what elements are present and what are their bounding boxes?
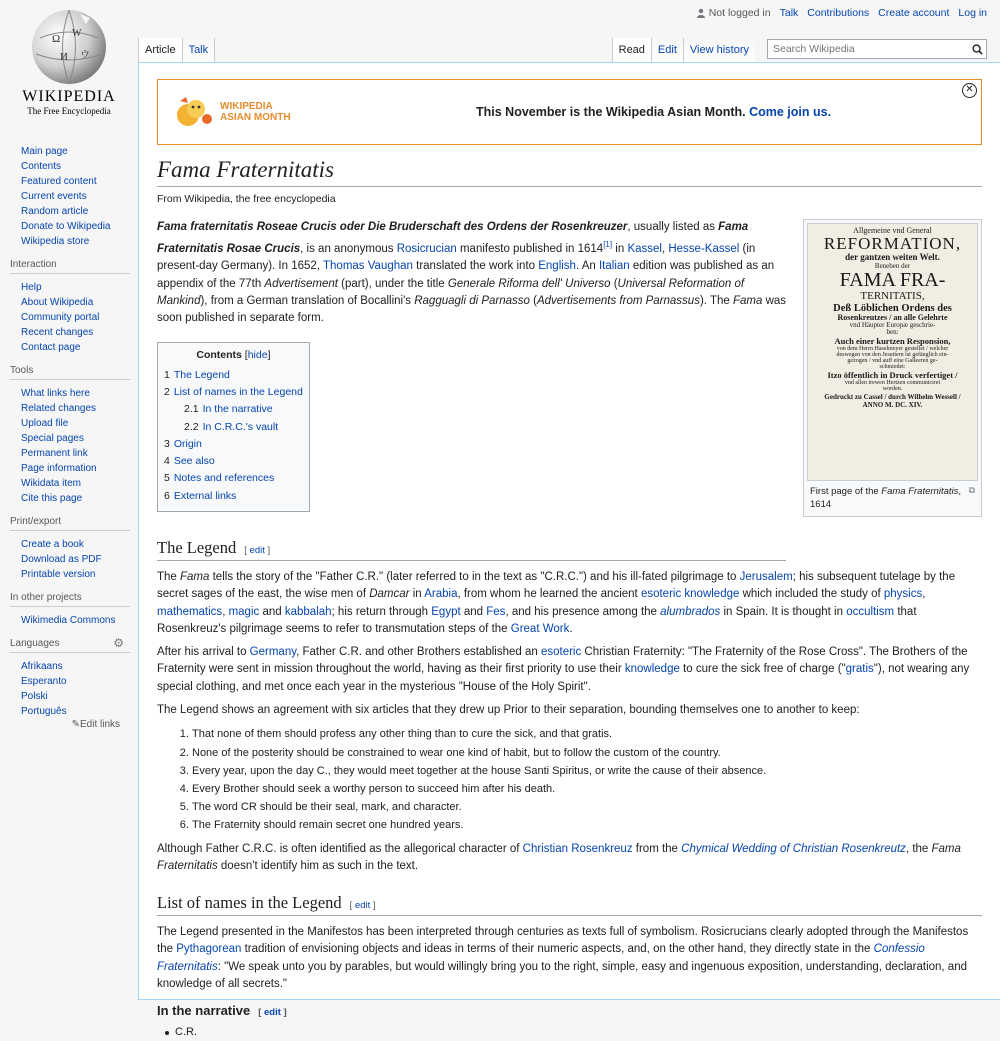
toc-item[interactable] <box>164 401 303 418</box>
text: After his arrival to <box>157 646 250 659</box>
section-edit: [ edit ] <box>258 1007 287 1019</box>
italic-text: Fama Fraternitatis <box>157 842 961 872</box>
toc-item[interactable] <box>164 384 303 401</box>
list-item: C.R. <box>173 1024 982 1041</box>
tab-talk[interactable]: Talk <box>182 38 216 62</box>
contributions-link[interactable]: Contributions <box>807 7 870 19</box>
text: and <box>259 605 285 618</box>
toc-hide: [hide] <box>244 348 271 361</box>
sidebar-item-recent-changes[interactable]: Recent changes <box>21 327 94 338</box>
text: (in present-day Germany). In 1652, <box>157 243 756 273</box>
bold-title: Fama Fraternitatis Rosae Crucis <box>157 221 749 256</box>
link-esoteric[interactable]: esoteric <box>540 646 582 659</box>
italic-text: Generale Riforma dell' Universo <box>447 277 611 290</box>
text: , <box>222 605 229 618</box>
text: (part), under the title <box>337 277 448 290</box>
sidebar <box>0 140 138 740</box>
text: : "We speak unto you by parables, but would willingly bring you to the right, simple, easy and ingenuous exposition, understanding, declaration, and knowledge of all secrets." <box>157 960 967 991</box>
projects-portal <box>0 592 138 628</box>
link-christian-rosenkreuz[interactable]: Christian Rosenkreuz <box>522 842 633 855</box>
link-rosicrucian[interactable]: Rosicrucian <box>396 243 457 256</box>
sidebar-item-lang-portugues[interactable]: Português <box>21 706 67 717</box>
link-physics[interactable]: physics <box>883 588 923 601</box>
sidebar-item-related-changes[interactable]: Related changes <box>21 403 97 414</box>
paragraph <box>157 841 982 876</box>
link-occultism[interactable]: occultism <box>846 605 895 618</box>
close-icon[interactable]: ✕ <box>962 83 977 98</box>
asian-month-logo[interactable] <box>176 95 476 129</box>
toc-item[interactable] <box>164 453 303 470</box>
tagline: The Free Encyclopedia <box>27 106 111 116</box>
toc-number: 1 <box>164 368 170 381</box>
print-portal <box>0 516 138 582</box>
languages-heading <box>10 638 130 653</box>
title-page-line: deswegen von den Jesuitern ist gefänglich ein- <box>836 351 949 358</box>
sidebar-item-wikimedia-commons[interactable]: Wikimedia Commons <box>21 615 116 626</box>
sidebar-item-community-portal[interactable]: Community portal <box>21 312 100 323</box>
toc-item[interactable] <box>164 419 303 436</box>
title-page-image[interactable] <box>807 223 978 481</box>
toc-hide-link[interactable]: hide <box>247 348 268 361</box>
text: , is an anonymous <box>300 243 397 256</box>
link-mathematics[interactable]: mathematics <box>157 605 223 618</box>
tools-heading: Tools <box>10 365 130 380</box>
link-knowledge[interactable]: knowledge <box>624 663 680 676</box>
content <box>138 62 1000 1039</box>
log-in-link[interactable]: Log in <box>958 7 987 19</box>
section-edit: [ edit ] <box>349 900 376 912</box>
svg-text:W: W <box>72 28 82 39</box>
thumbnail-caption <box>807 481 978 513</box>
languages-heading-label: Languages <box>10 638 60 649</box>
toc-link[interactable]: List of names in the Legend <box>173 385 303 398</box>
sidebar-item-store[interactable]: Wikipedia store <box>21 236 90 247</box>
list-item: 1. That none of them should profess any other thing than to cure the sick, and that gratis. <box>192 725 982 743</box>
central-notice-banner <box>157 79 982 145</box>
link-kabbalah[interactable]: kabbalah <box>284 605 332 618</box>
heading-list-of-names <box>157 893 982 916</box>
sidebar-item-lang-polski[interactable]: Polski <box>21 691 48 702</box>
text: in Spain. It is thought in <box>720 605 847 618</box>
link-chymical-wedding[interactable]: Chymical Wedding of Christian Rosenkreutz <box>681 842 906 855</box>
toc-link[interactable]: External links <box>173 489 237 502</box>
title-page-line: Beneben der <box>874 261 911 270</box>
search-box <box>767 39 987 59</box>
talk-link[interactable]: Talk <box>779 7 799 19</box>
italic-text: Ragguagli di Parnasso <box>414 295 530 308</box>
title-page-line: Allgemeine vnd General <box>853 226 932 235</box>
table-of-contents <box>157 342 310 512</box>
banner-join-link[interactable]: Come join us. <box>749 105 832 119</box>
edit-links[interactable] <box>21 719 130 730</box>
banner-message <box>476 105 981 119</box>
sidebar-item-download-pdf[interactable]: Download as PDF <box>21 554 102 565</box>
text: edition was published as an appendix of the 77th <box>157 260 775 290</box>
languages-portal <box>0 638 138 730</box>
toc-item[interactable] <box>164 367 303 384</box>
gear-icon[interactable]: ⚙ <box>113 636 124 650</box>
title-page-line: ben: <box>886 328 899 337</box>
text: was soon published in separate form. <box>157 295 787 325</box>
italic-text: Advertisements from Parnassus <box>536 295 700 308</box>
not-logged-in: Not logged in <box>696 7 771 19</box>
italic-text: Fama <box>180 570 210 583</box>
sidebar-item-random-article[interactable]: Random article <box>21 206 89 217</box>
text: ( <box>610 277 618 290</box>
text: , <box>661 243 669 256</box>
text: ( <box>529 295 537 308</box>
text: ; his return through <box>331 605 432 618</box>
sidebar-item-main-page[interactable]: Main page <box>21 146 68 157</box>
heading-label: List of names in the Legend <box>157 893 342 913</box>
section-edit-link[interactable]: edit <box>249 544 265 556</box>
text: ). The <box>699 295 733 308</box>
sidebar-item-current-events[interactable]: Current events <box>21 191 87 202</box>
wikipedia-logo[interactable] <box>10 8 128 126</box>
list-item: 2. None of the posterity should be constrained to wear one kind of habit, but to follow the custom of the country. <box>192 744 982 762</box>
svg-text:ウ: ウ <box>80 50 90 61</box>
text: tells the story of the "Father C.R." (later referred to in the text as "C.R.C.") and his ill-fated pilgrimage to <box>209 570 740 583</box>
title-page-line: von dem Herrn Haselmeyer gestellet / welcher <box>836 345 949 352</box>
link-gratis[interactable]: gratis <box>845 663 874 676</box>
tab-read[interactable]: Read <box>612 38 651 62</box>
title-page-line: worden. <box>882 385 903 392</box>
paragraph <box>157 924 982 993</box>
bold-title: Fama fraternitatis Roseae Crucis oder Die Bruderschaft des Ordens der Rosenkreuzer <box>157 221 628 233</box>
title-page-line: Itzo öffentlich in Druck verfertiget / <box>827 369 958 380</box>
wordmark: WIKIPEDIA <box>22 88 116 105</box>
text: in <box>612 243 628 256</box>
section-edit: [ edit ] <box>244 544 271 556</box>
sidebar-item-contents[interactable]: Contents <box>21 161 62 172</box>
text: ), from a German translation of Bocallini's <box>200 295 415 308</box>
interaction-heading: Interaction <box>10 259 130 274</box>
section-edit-link[interactable]: edit <box>264 1007 281 1019</box>
caption-post: , 1614 <box>810 486 962 510</box>
caption-title: Fama Fraternitatis <box>881 486 959 497</box>
link-esoteric-knowledge[interactable]: esoteric knowledge <box>640 588 740 601</box>
italic-text: Universal Reformation of Mankind <box>157 277 745 308</box>
heading-in-the-narrative <box>157 1003 982 1018</box>
heading-label: In the narrative <box>157 1003 251 1019</box>
toc-link[interactable]: In C.R.C.'s vault <box>202 420 279 433</box>
list-item: 4. Every Brother should seek a worthy person to succeed him after his death. <box>192 780 982 798</box>
sidebar-item-contact-page[interactable]: Contact page <box>21 342 81 353</box>
tab-view-history[interactable]: View history <box>683 38 755 62</box>
svg-text:И: И <box>60 51 68 63</box>
thumbnail <box>803 219 982 517</box>
toc-link[interactable]: See also <box>173 455 215 468</box>
heading-label: The Legend <box>157 537 237 557</box>
title-page-line: schmiedet: <box>879 364 906 371</box>
site-sub: From Wikipedia, the free encyclopedia <box>157 193 336 205</box>
view-tabs <box>612 38 755 62</box>
title-page-line: Rosenkreutzes / an alle Gelehrte <box>837 312 948 322</box>
sidebar-item-lang-afrikaans[interactable]: Afrikaans <box>21 661 63 672</box>
sidebar-item-help[interactable]: Help <box>21 282 42 293</box>
namespace-tabs <box>138 38 215 62</box>
text: ; his subsequent tutelage by the secret sages of the east, the wise men of <box>157 570 956 601</box>
link-italian[interactable]: Italian <box>598 260 630 273</box>
toc-link[interactable]: Notes and references <box>173 472 275 485</box>
search-button[interactable] <box>968 44 986 55</box>
text: , and his presence among the <box>505 605 661 618</box>
link-kassel[interactable]: Kassel <box>627 243 662 256</box>
title-page-line: vnd allen trewen Hertzen communiciret <box>844 379 941 386</box>
edit-links-label: Edit links <box>79 719 120 730</box>
link-alumbrados[interactable]: alumbrados <box>660 605 721 618</box>
link-pythagorean[interactable]: Pythagorean <box>176 943 242 956</box>
toc-item[interactable] <box>164 488 303 505</box>
link-fes[interactable]: Fes <box>486 605 506 618</box>
title-page-line: vnd Häupter Europæ geschrie- <box>849 320 936 329</box>
section-edit-link[interactable]: edit <box>354 900 371 912</box>
title-page-line: Deß Löblichen Ordens des <box>833 302 952 314</box>
projects-heading: In other projects <box>10 592 130 607</box>
search-icon <box>972 44 983 55</box>
title-page-line: ANNO M. DC. XIV. <box>862 400 923 409</box>
page-title: Fama Fraternitatis <box>157 157 982 187</box>
print-heading: Print/export <box>10 516 130 531</box>
puzzle-globe-icon <box>30 8 108 86</box>
text: translated the work into <box>412 260 539 273</box>
heading-the-legend <box>157 538 786 561</box>
paragraph <box>157 644 982 696</box>
text: The <box>157 570 181 583</box>
title-page-line: der gantzen weiten Welt. <box>845 252 940 263</box>
paragraph <box>157 569 982 638</box>
text: , from whom he learned the ancient <box>457 588 641 601</box>
narrative-names-list <box>157 1024 982 1041</box>
text: , the <box>905 842 932 855</box>
link-great-work[interactable]: Great Work <box>510 622 570 635</box>
asian-month-logo-line2: ASIAN MONTH <box>220 112 291 123</box>
text: that Rosenkreuz's pilgrimage seems to refer to transmutation steps of the <box>157 605 917 635</box>
toc-title <box>164 349 303 361</box>
toc-link[interactable]: Origin <box>173 437 202 450</box>
user-icon <box>696 8 706 18</box>
tab-article[interactable]: Article <box>138 38 182 62</box>
enlarge-icon[interactable]: ⧉ <box>968 485 975 495</box>
navigation-portal <box>0 144 138 249</box>
text: to cure the sick free of charge (" <box>679 663 846 676</box>
title-page-line: Gedruckt zu Cassel / durch Wilhelm Wessell / <box>824 393 961 402</box>
title-page-line: gezogen / vnd auff eine Galleeren ge- <box>847 358 938 365</box>
asian-month-mascot-icon <box>176 95 216 129</box>
toc-number: 6 <box>164 489 170 502</box>
interaction-portal <box>0 259 138 355</box>
tab-edit[interactable]: Edit <box>651 38 683 62</box>
sidebar-item-create-book[interactable]: Create a book <box>21 539 84 550</box>
sidebar-item-upload-file[interactable]: Upload file <box>21 418 69 429</box>
toc-item[interactable] <box>164 470 303 487</box>
sidebar-item-permanent-link[interactable]: Permanent link <box>21 448 88 459</box>
text: in <box>409 588 425 601</box>
link-germany[interactable]: Germany <box>249 646 297 659</box>
list-item: 3. Every year, upon the day C., they would meet together at the house Santi Spiritus, or write the cause of their absence. <box>192 762 982 780</box>
toc-number: 2 <box>164 385 170 398</box>
sidebar-item-about[interactable]: About Wikipedia <box>21 297 94 308</box>
link-thomas-vaughan[interactable]: Thomas Vaughan <box>323 260 413 273</box>
link-magic[interactable]: magic <box>228 605 260 618</box>
text: Although Father C.R.C. is often identified as the allegorical character of <box>157 842 523 855</box>
italic-text: Fama <box>732 295 763 308</box>
link-arabia[interactable]: Arabia <box>424 588 458 601</box>
tools-portal <box>0 365 138 506</box>
sidebar-item-wikidata-item[interactable]: Wikidata item <box>21 478 82 489</box>
sidebar-item-printable-version[interactable]: Printable version <box>21 569 96 580</box>
link-english[interactable]: English <box>538 260 576 273</box>
toc-item[interactable] <box>164 436 303 453</box>
title-page-line: REFORMATION, <box>823 234 962 254</box>
link-hesse-kassel[interactable]: Hesse-Kassel <box>668 243 740 256</box>
paragraph: The Legend shows an agreement with six articles that they drew up Prior to their separation, bounding themselves one to another to keep: <box>157 704 860 717</box>
text: , <box>922 588 926 601</box>
sidebar-item-lang-esperanto[interactable]: Esperanto <box>21 676 67 687</box>
sidebar-item-special-pages[interactable]: Special pages <box>21 433 84 444</box>
sidebar-item-donate[interactable]: Donate to Wikipedia <box>21 221 111 232</box>
pencil-icon: ✎ <box>71 719 80 730</box>
title-page-line: FAMA FRA- <box>839 269 946 292</box>
asian-month-logo-line1: WIKIPEDIA <box>220 101 273 112</box>
reference-link[interactable]: [1] <box>603 240 613 250</box>
italic-text: Damcar <box>369 588 410 601</box>
list-item: 6. The Fraternity should remain secret one hundred years. <box>192 816 982 834</box>
link-egypt[interactable]: Egypt <box>431 605 461 618</box>
caption-pre: First page of the <box>810 486 882 497</box>
svg-text:Ω: Ω <box>52 33 61 45</box>
toc-number: 3 <box>164 437 170 450</box>
text: manifesto published in 1614 <box>456 243 604 256</box>
toc-number: 2.2 <box>184 420 199 433</box>
create-account-link[interactable]: Create account <box>878 7 950 19</box>
text: doesn't identify him as such in the text. <box>217 859 419 872</box>
text: from the <box>632 842 682 855</box>
text: . An <box>575 260 599 273</box>
text: "), not wearing any special clothing, and met once each year in the mysterious "House of the Holy Spirit". <box>157 663 970 693</box>
sidebar-item-page-information[interactable]: Page information <box>21 463 97 474</box>
text: tradition of envisioning objects and ideas in terms of their numeric aspects, and, on the other hand, they directly state in the <box>241 943 874 956</box>
personal-tools <box>696 7 987 19</box>
text: , Father C.R. and other Brothers established an <box>296 646 541 659</box>
title-page-line: Auch einer kurtzen Responsion, <box>834 335 951 346</box>
toc-number: 5 <box>164 472 170 485</box>
banner-message-text: This November is the Wikipedia Asian Month. <box>476 105 746 119</box>
toc-link[interactable]: The Legend <box>173 368 230 381</box>
toc-number: 4 <box>164 455 170 468</box>
toc-number: 2.1 <box>184 403 199 416</box>
legend-articles-list <box>157 725 982 834</box>
text: , usually listed as <box>627 221 719 233</box>
toc-title-label: Contents <box>196 348 242 361</box>
text: which included the study of <box>739 588 884 601</box>
link-confessio-fraternitatis[interactable]: Confessio Fraternitatis <box>157 943 925 973</box>
text: The Legend presented in the Manifestos has been interpreted through centuries as texts full of symbolism. Rosicrucians clearly adopted through the Manifestos the <box>157 926 969 956</box>
search-input[interactable] <box>768 43 968 55</box>
italic-text: Advertisement <box>264 277 338 290</box>
text: and <box>460 605 487 618</box>
sidebar-item-cite-this-page[interactable]: Cite this page <box>21 493 83 504</box>
text: Christian Fraternity: "The Fraternity of the Rose Cross". The Brothers of the Fraternity were sent in mission throughout the world, having as their first priority to use their <box>157 646 968 676</box>
sidebar-item-featured-content[interactable]: Featured content <box>21 176 97 187</box>
text: . <box>569 622 573 635</box>
toc-link[interactable]: In the narrative <box>202 403 273 416</box>
sidebar-item-what-links-here[interactable]: What links here <box>21 388 90 399</box>
list-item: 5. The word CR should be their seal, mark, and character. <box>192 798 982 816</box>
link-jerusalem[interactable]: Jerusalem <box>739 570 793 583</box>
title-page-line: TERNITATIS, <box>860 290 925 303</box>
